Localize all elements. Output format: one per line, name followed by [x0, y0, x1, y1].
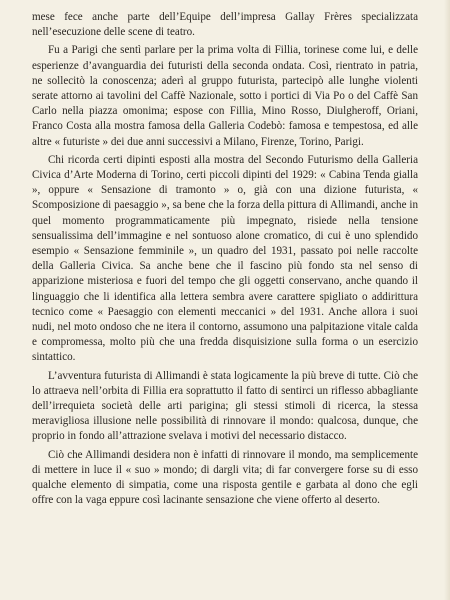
paragraph-2: Fu a Parigi che sentì parlare per la prima volta di Fillia, torinese come lui, e delle esperienze d’avanguardia dei futuristi della seconda ondata. Così, rientrato in patria, ne sollecitò la conoscenza; aderì al gruppo futurista, partecipò alle lunghe violenti serate attorno ai tavolini del Caffè Nazionale, sotto i portici di Via Po o del Caffè San Carlo nella piazza omonima; espose con Fillia, Mino Rosso, Diulgheroff, Oriani, Franco Costa alla mostra famosa della Galleria Codebò: famosa e tempestosa, ed alle altre « futuriste » dei due anni successivi a Milano, Firenze, Torino, Parigi. — [32, 44, 418, 148]
paragraph-3: Chi ricorda certi dipinti esposti alla mostra del Secondo Futurismo della Galleria Civica d’Arte Moderna di Torino, certi piccoli dipinti del 1929: « Cabina Tenda gialla », oppure « Sensazione di tramonto » o, già con una dizione futurista, « Scomposizione di paesaggio », sa bene che la forza della pittura di Allimandi, anche in quel momento programmaticamente più impegnato, risiede nella tensione sensualissima dell’immagine e nel sontuoso alone cromatico, di cui è uno splendido esempio « Sensazione femminile », un quadro del 1931, passato poi nelle raccolte della Galleria Civica. Sa anche bene che il fascino più fondo sta nel senso di apparizione misteriosa e fuori del tempo che gli oggetti conservano, anche quando il linguaggio che li identifica alla lettera sembra avere carattere spigliato o addirittura tecnico come « Paesaggio con elementi meccanici » del 1931. Anche allora i suoi nudi, nel moto ondoso che ne itera il contorno, assumono una palpitazione vitale calda e compromessa, molto più che una fredda disquisizione sulla forma o un esercizio sintattico. — [32, 153, 418, 364]
paragraph-5: Ciò che Allimandi desidera non è infatti di rinnovare il mondo, ma semplicemente di mettere in luce il « suo » mondo; di dargli vita; di far convergere forse su di esso qualche elemento di simpatia, come una risposta gentile e garbata al dono che egli offre con la vaga eppure così lacinante sensazione che viene offerto al deserto. — [32, 448, 418, 507]
paragraph-1: mese fece anche parte dell’Equipe dell’impresa Gallay Frères specializzata nell’esecuzione delle scene di teatro. — [32, 11, 418, 39]
paragraph-4: L’avventura futurista di Allimandi è stata logicamente la più breve di tutte. Ciò che lo attraeva nell’orbita di Fillia era soprattutto il fatto di sentirci un riflesso abbagliante dell’irrequieta società delle arti parigina; gli stessi stimoli di ricerca, la stessa meravigliosa illusione nelle possibilità di rinnovare il mondo: qualcosa, dunque, che proprio in fondo all’attrazione svelava i motivi del necessario distacco. — [32, 369, 418, 443]
page-edge-shadow — [444, 0, 450, 600]
